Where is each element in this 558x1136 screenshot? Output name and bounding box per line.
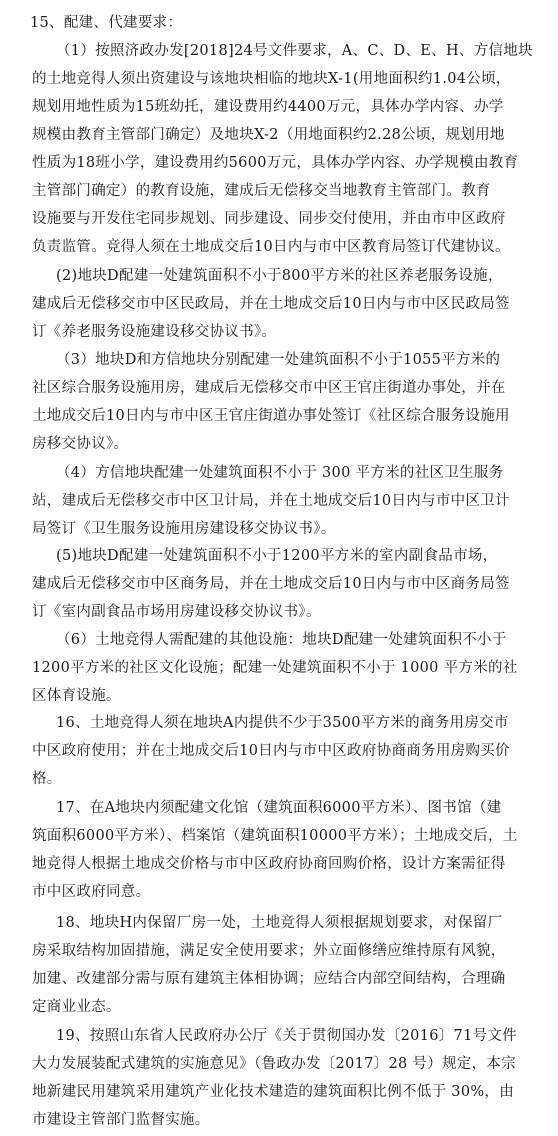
text-line: 的土地竞得人须出资建设与该地块相临的地块X-1(用地面积约1.04公顷， [32, 71, 511, 87]
text-line: 设施要与开发住宅同步规划、同步建设、同步交付使用，并由市中区政府 [32, 211, 506, 227]
text-line: 建成后无偿移交市中区商务局，并在土地成交后10日内与市中区商务局签 [32, 576, 510, 592]
text-line: 18、地块H内保留厂房一处，土地竞得人须根据规划要求，对保留厂 [56, 915, 503, 931]
text-line: 订《室内副食品市场用房建设移交协议书》。 [32, 604, 321, 620]
text-line: 定商业业态。 [32, 999, 121, 1015]
text-line: 负责监管。竞得人须在土地成交后10日内与市中区教育局签订代建协议。 [32, 239, 510, 255]
text-line: 规模由教育主管部门确定）及地块X-2（用地面积约2.28公顷，规划用地 [32, 127, 505, 143]
text-line: 订《养老服务设施建设移交协议书》。 [32, 324, 277, 340]
text-line: 1200平方米的社区文化设施；配建一处建筑面积不小于 1000 平方米的社 [32, 660, 518, 676]
text-line: 17、在A地块内须配建文化馆（建筑面积6000平方米）、图书馆（建 [56, 800, 502, 816]
text-line: 站，建成后无偿移交市中区卫计局，并在土地成交后10日内与市中区卫计 [32, 493, 510, 509]
text-line: 地竞得人根据土地成交价格与市中区政府协商回购价格，设计方案需征得 [32, 856, 506, 872]
text-line: 性质为18班小学，建设费用约5600万元，具体办学内容、办学规模由教育 [32, 155, 519, 171]
text-line: 建成后无偿移交市中区民政局，并在土地成交后10日内与市中区民政局签 [32, 296, 510, 312]
text-line: 社区综合服务设施用房，建成后无偿移交市中区王官庄街道办事处，并在 [32, 380, 506, 396]
text-line: 加建、改建部分需与原有建筑主体相协调；应结合内部空间结构，合理确 [32, 971, 506, 987]
text-line: 市中区政府同意。 [32, 884, 151, 900]
text-line: 19、按照山东省人民政府办公厅《关于贯彻国办发〔2016〕71号文件 [56, 1028, 517, 1044]
text-line: 主管部门确定）的教育设施，建成后无偿移交当地教育主管部门。教育 [32, 183, 491, 199]
text-line: 大力发展装配式建筑的实施意见》（鲁政办发〔2017〕28 号）规定，本宗 [32, 1056, 517, 1072]
text-line: 15、配建、代建要求： [30, 15, 183, 31]
text-line: 房移交协议》。 [32, 436, 129, 452]
text-line: (5)地块D配建一处建筑面积不小于1200平方米的室内副食品市场， [56, 548, 498, 564]
text-line: 区体育设施。 [32, 688, 121, 704]
text-line: 格。 [32, 771, 62, 787]
text-line: （3）地块D和方信地块分别配建一处建筑面积不小于1055平方米的 [56, 352, 501, 368]
text-line: （6）土地竞得人需配建的其他设施：地块D配建一处建筑面积不小于 [56, 632, 507, 648]
text-line: 16、土地竞得人须在地块A内提供不少于3500平方米的商务用房交市 [56, 715, 509, 731]
text-line: 规划用地性质为15班幼托，建设费用约4400万元，具体办学内容、办学 [32, 99, 504, 115]
text-line: 土地成交后10日内与市中区王官庄街道办事处签订《社区综合服务设施用 [32, 408, 510, 424]
text-line: 中区政府使用；并在土地成交后10日内与市中区政府协商商务用房购买价 [32, 743, 510, 759]
text-line: 筑面积6000平方米）、档案馆（建筑面积10000平方米）；土地成交后，土 [32, 828, 518, 844]
text-line: 地新建民用建筑采用建筑产业化技术建造的建筑面积比例不低于 30%，由 [32, 1084, 515, 1100]
text-line: 房采取结构加固措施，满足安全使用要求；外立面修缮应维持原有风貌， [32, 943, 506, 959]
text-line: 市建设主管部门监督实施。 [32, 1112, 210, 1128]
text-line: （4）方信地块配建一处建筑面积不小于 300 平方米的社区卫生服务 [56, 465, 504, 481]
text-line: (2)地块D配建一处建筑面积不小于800平方米的社区养老服务设施， [56, 268, 503, 284]
text-line: 局签订《卫生服务设施用房建设移交协议书》。 [32, 521, 336, 537]
text-line: （1）按照济政办发[2018]24号文件要求，A、C、D、E、H、方信地块 [56, 43, 533, 59]
